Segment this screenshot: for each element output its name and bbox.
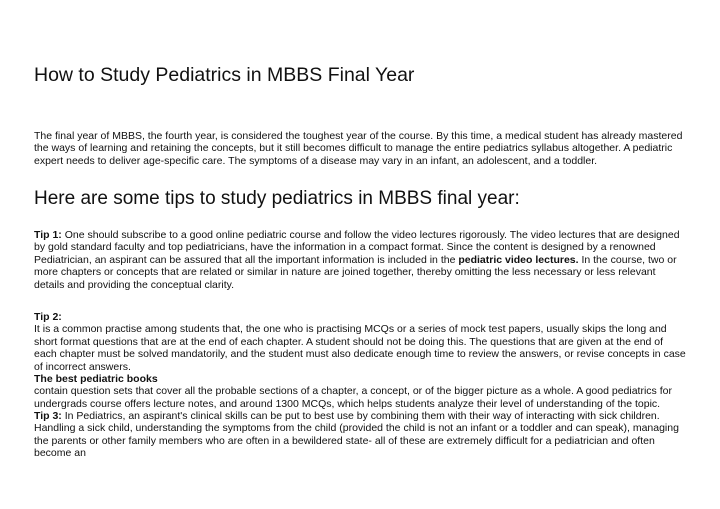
pediatric-video-lectures-link[interactable]: pediatric video lectures. (458, 253, 579, 266)
tip-3-label: Tip 3: (34, 410, 62, 422)
tip-1-text-before: One should subscribe to a good online pediatric course and follow the video lectures rigorously. The video lectures that are designed by gold standard faculty and top pediatricians, have the information in a compact format. Since the content is designed by a renowned Pediatrician, an aspirant can be assured that all the important information is included in the (34, 229, 680, 266)
best-books-text: contain question sets that cover all the probable sections of a chapter, a concept, or of the bigger picture as a whole. A good pediatrics for undergrads course offers lecture notes, and around 1300 MCQs, which helps students analyze their level of understanding of the topic. (34, 385, 672, 410)
intro-paragraph: The final year of MBBS, the fourth year, is considered the toughest year of the course. By this time, a medical student has already mastered the ways of learning and retaining the concepts, but it still becomes difficult to manage the entire pediatrics syllabus altogether. A pediatric expert needs to deliver age-specific care. The symptoms of a disease may vary in an infant, an adolescent, and a toddler. (34, 130, 683, 167)
tips-heading: Here are some tips to study pediatrics in MBBS final year: (34, 188, 520, 209)
best-books-heading[interactable]: The best pediatric books (34, 373, 158, 386)
tip-1-text-after: In the course, two or more chapters or concepts that are related or similar in nature are joined together, thereby omitting the less necessary or less relevant details and providing the conceptual clarity. (34, 253, 677, 291)
tip-3-paragraph (34, 410, 686, 460)
tip-2-section (34, 311, 686, 410)
tip-3-text: In Pediatrics, an aspirant's clinical skills can be put to best use by combining them with their way of interacting with sick children. Handling a sick child, understanding the symptoms from the child (provided the child is not an infant or a toddler and can speak), managing the parents or other family members who are often in a bewildered state- all of these are extremely difficult for a pediatrician and often become an (34, 410, 679, 460)
tip-2-label: Tip 2: (34, 311, 62, 323)
page-title: How to Study Pediatrics in MBBS Final Year (34, 64, 415, 86)
tip-1-paragraph (34, 229, 686, 291)
tip-1-label: Tip 1: (34, 229, 62, 241)
tip-2-text: It is a common practise among students that, the one who is practising MCQs or a series of mock test papers, usually skips the long and short format questions that are at the end of each chapter. A student should not be doing this. The questions that are given at the end of each chapter must be solved mandatorily, and the student must also dedicate enough time to review the answers, or revise concepts in case of incorrect answers. (34, 323, 686, 373)
